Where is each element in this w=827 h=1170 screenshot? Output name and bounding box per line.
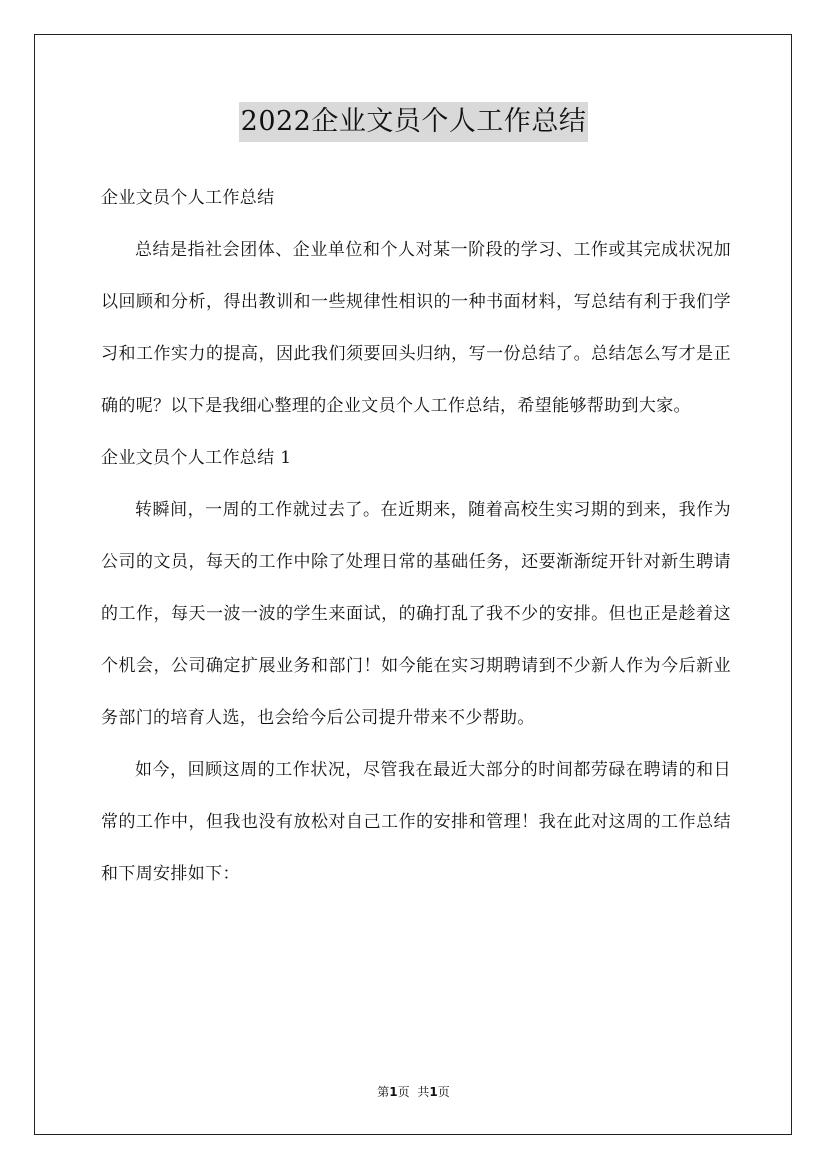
body-paragraph: 如今，回顾这周的工作状况，尽管我在最近大部分的时间都劳碌在聘请的和日常的工作中，但我也没有放松对自己工作的安排和管理！我在此对这周的工作总结和下周安排如下：	[101, 760, 731, 884]
footer-page-number: 1	[389, 1085, 398, 1099]
body-paragraph: 转瞬间，一周的工作就过去了。在近期来，随着高校生实习期的到来，我作为公司的文员，每天的工作中除了处理日常的基础任务，还要渐渐绽开针对新生聘请的工作，每天一波一波的学生来面试，的确打乱了我不少的安排。但也正是趁着这个机会，公司确定扩展业务和部门！如今能在实习期聘请到不少新人作为今后新业务部门的培育人选，也会给今后公司提升带来不少帮助。	[101, 500, 731, 728]
footer-total-pages: 1	[429, 1085, 438, 1099]
body-paragraph: 总结是指社会团体、企业单位和个人对某一阶段的学习、工作或其完成状况加以回顾和分析，得出教训和一些规律性相识的一种书面材料，写总结有利于我们学习和工作实力的提高，因此我们须要回头归纳，写一份总结了。总结怎么写才是正确的呢？以下是我细心整理的企业文员个人工作总结，希望能够帮助到大家。	[101, 240, 731, 416]
footer-total-suffix: 页	[437, 1085, 450, 1099]
footer-prefix: 第	[377, 1085, 390, 1099]
document-title: 2022企业文员个人工作总结	[239, 102, 589, 142]
document-body	[101, 172, 731, 900]
title-container	[0, 102, 827, 142]
section-heading: 企业文员个人工作总结 1	[101, 448, 292, 468]
footer-total-prefix: 共	[417, 1085, 430, 1099]
footer-page-suffix: 页	[397, 1085, 410, 1099]
section-heading: 企业文员个人工作总结	[101, 188, 275, 208]
page-footer	[0, 1082, 827, 1102]
